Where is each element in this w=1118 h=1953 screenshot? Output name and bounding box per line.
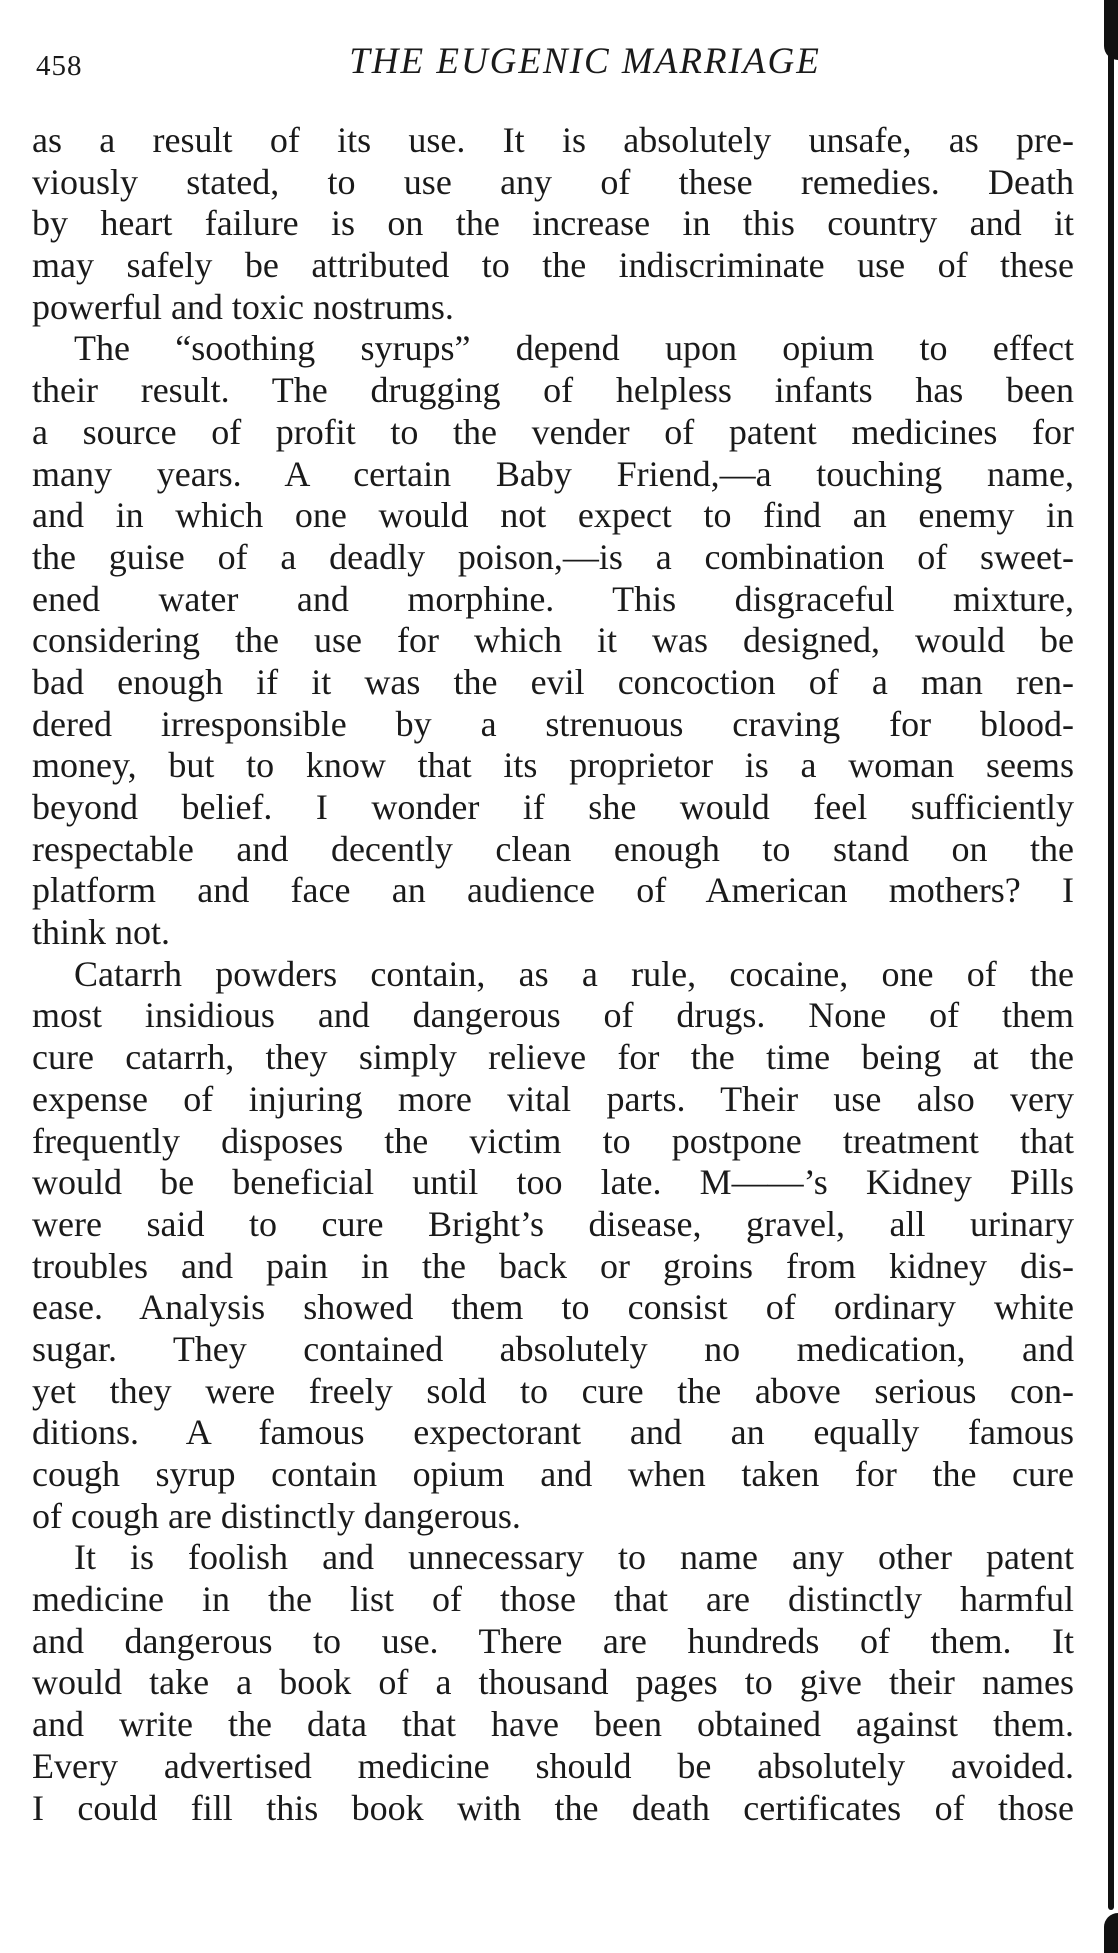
text-line: and write the data that have been obtained against them.: [32, 1704, 1074, 1745]
text-line: may safely be attributed to the indiscriminate use of these: [32, 245, 1074, 286]
text-line: cough syrup contain opium and when taken for the cure: [32, 1454, 1074, 1494]
text-line: viously stated, to use any of these remedies. Death: [32, 161, 1074, 202]
text-line: Catarrh powders contain, as a rule, cocaine, one of the: [74, 953, 1074, 994]
page-number: 458: [36, 50, 83, 82]
page-edge-bar: [1108, 30, 1114, 1910]
text-line: by heart failure is on the increase in this country and it: [32, 203, 1074, 244]
text-line: expense of injuring more vital parts. Their use also very: [32, 1078, 1074, 1119]
text-line: I could fill this book with the death certificates of those: [32, 1787, 1074, 1828]
text-line: It is foolish and unnecessary to name any other patent: [74, 1537, 1074, 1578]
text-line: think not.: [32, 912, 171, 953]
text-line: medicine in the list of those that are distinctly harmful: [32, 1579, 1074, 1620]
text-line: platform and face an audience of American mothers? I: [32, 870, 1074, 911]
text-line: many years. A certain Baby Friend,—a touching name,: [32, 453, 1074, 494]
page-edge-binding: [1104, 0, 1118, 1953]
text-line: ease. Analysis showed them to consist of ordinary white: [32, 1287, 1074, 1328]
running-title: THE EUGENIC MARRIAGE: [349, 41, 821, 82]
text-line: their result. The drugging of helpless infants has been: [32, 370, 1074, 411]
text-line: sugar. They contained absolutely no medication, and: [32, 1328, 1074, 1369]
text-line: Every advertised medicine should be absolutely avoided.: [32, 1745, 1074, 1786]
text-line: of cough are distinctly dangerous.: [32, 1495, 521, 1536]
text-line: dered irresponsible by a strenuous craving for blood-: [32, 703, 1074, 744]
text-line: a source of profit to the vender of patent medicines for: [32, 411, 1074, 452]
text-line: cure catarrh, they simply relieve for the time being at the: [32, 1037, 1074, 1078]
text-line: ditions. A famous expectorant and an equally famous: [32, 1412, 1074, 1453]
text-line: The “soothing syrups” depend upon opium to effect: [74, 328, 1074, 369]
text-line: would take a book of a thousand pages to give their names: [32, 1662, 1074, 1703]
text-line: and in which one would not expect to find an enemy in: [32, 495, 1074, 536]
text-line: considering the use for which it was designed, would be: [32, 620, 1074, 661]
text-line: the guise of a deadly poison,—is a combination of sweet-: [32, 536, 1074, 577]
text-line: and dangerous to use. There are hundreds of them. It: [32, 1620, 1074, 1661]
text-line: ened water and morphine. This disgraceful mixture,: [32, 578, 1074, 619]
text-line: bad enough if it was the evil concoction of a man ren-: [32, 661, 1074, 702]
text-line: yet they were freely sold to cure the above serious con-: [32, 1370, 1074, 1411]
page-header: [30, 40, 1070, 90]
text-line: would be beneficial until too late. M——’s Kidney Pills: [32, 1162, 1074, 1203]
text-line: troubles and pain in the back or groins from kidney dis-: [32, 1245, 1074, 1286]
text-line: as a result of its use. It is absolutely unsafe, as pre-: [32, 120, 1074, 160]
text-line: powerful and toxic nostrums.: [32, 286, 454, 327]
text-line: frequently disposes the victim to postpone treatment that: [32, 1120, 1074, 1161]
text-line: were said to cure Bright’s disease, gravel, all urinary: [32, 1203, 1074, 1244]
text-line: money, but to know that its proprietor is a woman seems: [32, 745, 1074, 786]
body-text: [32, 120, 1074, 1829]
page-edge-bottom: [1104, 1913, 1118, 1953]
text-line: beyond belief. I wonder if she would feel sufficiently: [32, 787, 1074, 827]
text-line: respectable and decently clean enough to stand on the: [32, 828, 1074, 869]
text-line: most insidious and dangerous of drugs. None of them: [32, 995, 1074, 1036]
